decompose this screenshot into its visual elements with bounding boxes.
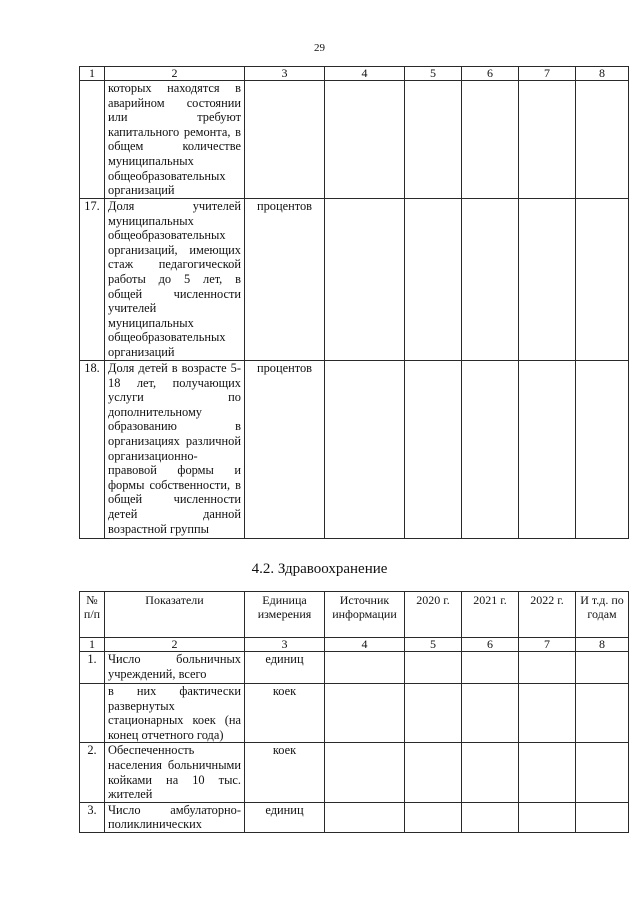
text-line: общеобразовательных bbox=[108, 168, 226, 183]
text-line: формы собственности, в bbox=[108, 477, 241, 492]
empty-cell bbox=[405, 361, 462, 539]
empty-cell bbox=[462, 802, 519, 832]
text-line: общеобразовательных bbox=[108, 330, 226, 345]
header-year-2020: 2020 г. bbox=[405, 592, 462, 638]
text-line: организаций, имеющих bbox=[108, 242, 241, 257]
column-number-row bbox=[80, 67, 629, 81]
empty-cell bbox=[576, 81, 629, 199]
row-number bbox=[80, 684, 105, 743]
text-line: населения больничными bbox=[108, 757, 241, 772]
row-number: 17. bbox=[80, 199, 105, 361]
text-line: муниципальных bbox=[108, 315, 194, 330]
empty-cell bbox=[325, 684, 405, 743]
col-number: 8 bbox=[576, 638, 629, 652]
col-number: 2 bbox=[105, 67, 245, 81]
unit-cell: коек bbox=[245, 743, 325, 802]
row-number: 3. bbox=[80, 802, 105, 832]
text-line: дополнительному bbox=[108, 404, 202, 419]
text-line: общей численности bbox=[108, 492, 241, 507]
empty-cell bbox=[325, 743, 405, 802]
text-line: Обеспеченность bbox=[108, 743, 195, 758]
indicator-text bbox=[105, 652, 245, 684]
empty-cell bbox=[462, 652, 519, 684]
text-line: или требуют bbox=[108, 110, 241, 125]
row-number: 18. bbox=[80, 361, 105, 539]
text-line: общей численности bbox=[108, 286, 241, 301]
empty-cell bbox=[519, 652, 576, 684]
text-line: образованию в bbox=[108, 419, 241, 434]
indicator-text bbox=[105, 361, 245, 539]
text-line: организаций bbox=[108, 183, 175, 198]
empty-cell bbox=[576, 684, 629, 743]
empty-cell bbox=[462, 684, 519, 743]
unit-cell: процентов bbox=[245, 199, 325, 361]
header-indicators: Показатели bbox=[105, 592, 245, 638]
empty-cell bbox=[519, 802, 576, 832]
text-line: возрастной группы bbox=[108, 521, 209, 536]
empty-cell bbox=[325, 81, 405, 199]
text-line: общеобразовательных bbox=[108, 228, 226, 243]
text-line: организационно- bbox=[108, 448, 198, 463]
text-line: Доля учителей bbox=[108, 199, 241, 213]
text-line: детей данной bbox=[108, 506, 241, 521]
table-row bbox=[80, 743, 629, 802]
col-number: 6 bbox=[462, 67, 519, 81]
header-source: Источник информации bbox=[325, 592, 405, 638]
unit-cell: единиц bbox=[245, 652, 325, 684]
text-line: стационарных коек (на bbox=[108, 713, 241, 728]
col-number: 3 bbox=[245, 67, 325, 81]
empty-cell bbox=[405, 802, 462, 832]
empty-cell bbox=[325, 652, 405, 684]
text-line: учителей bbox=[108, 301, 157, 316]
text-line: муниципальных bbox=[108, 153, 194, 168]
header-etc: И т.д. по годам bbox=[576, 592, 629, 638]
text-line: в них фактически bbox=[108, 684, 241, 698]
text-line: конец отчетного года) bbox=[108, 727, 224, 742]
col-number: 7 bbox=[519, 638, 576, 652]
section-title: 4.2. Здравоохранение bbox=[251, 561, 388, 577]
empty-cell bbox=[405, 81, 462, 199]
unit-cell: процентов bbox=[245, 361, 325, 539]
indicator-text bbox=[105, 743, 245, 802]
empty-cell bbox=[325, 361, 405, 539]
empty-cell bbox=[405, 743, 462, 802]
header-year-2021: 2021 г. bbox=[462, 592, 519, 638]
col-number: 8 bbox=[576, 67, 629, 81]
empty-cell bbox=[325, 802, 405, 832]
indicator-text bbox=[105, 684, 245, 743]
text-line: стаж педагогической bbox=[108, 257, 241, 272]
col-number: 4 bbox=[325, 67, 405, 81]
text-line: муниципальных bbox=[108, 213, 194, 228]
header-year-2022: 2022 г. bbox=[519, 592, 576, 638]
col-number: 6 bbox=[462, 638, 519, 652]
healthcare-indicators-table bbox=[79, 591, 629, 833]
empty-cell bbox=[519, 743, 576, 802]
text-line: организациях различной bbox=[108, 433, 241, 448]
col-number: 4 bbox=[325, 638, 405, 652]
empty-cell bbox=[462, 361, 519, 539]
empty-cell bbox=[405, 684, 462, 743]
text-line: аварийном состоянии bbox=[108, 95, 241, 110]
page-number: 29 bbox=[314, 42, 325, 54]
col-number: 7 bbox=[519, 67, 576, 81]
empty-cell bbox=[576, 652, 629, 684]
empty-cell bbox=[405, 199, 462, 361]
text-line: поликлинических bbox=[108, 817, 202, 832]
empty-cell bbox=[519, 81, 576, 199]
text-line: правовой формы и bbox=[108, 463, 241, 478]
empty-cell bbox=[405, 652, 462, 684]
table-row bbox=[80, 684, 629, 743]
text-line: Число амбулаторно- bbox=[108, 802, 241, 817]
text-line: капитального ремонта, в bbox=[108, 124, 241, 139]
text-line: услуги по bbox=[108, 390, 241, 405]
table-row bbox=[80, 199, 629, 361]
text-line: учреждений, всего bbox=[108, 666, 207, 681]
table-row bbox=[80, 361, 629, 539]
row-number bbox=[80, 81, 105, 199]
empty-cell bbox=[519, 199, 576, 361]
empty-cell bbox=[462, 81, 519, 199]
empty-cell bbox=[462, 743, 519, 802]
col-number: 5 bbox=[405, 67, 462, 81]
table-row bbox=[80, 652, 629, 684]
col-number: 1 bbox=[80, 638, 105, 652]
indicator-text bbox=[105, 802, 245, 832]
empty-cell bbox=[462, 199, 519, 361]
empty-cell bbox=[576, 361, 629, 539]
text-line: работы до 5 лет, в bbox=[108, 271, 241, 286]
indicator-text bbox=[105, 81, 245, 199]
row-number: 1. bbox=[80, 652, 105, 684]
text-line: койками на 10 тыс. bbox=[108, 772, 241, 787]
education-indicators-table bbox=[79, 66, 629, 539]
empty-cell bbox=[576, 802, 629, 832]
empty-cell bbox=[576, 199, 629, 361]
col-number: 3 bbox=[245, 638, 325, 652]
text-line: 18 лет, получающих bbox=[108, 375, 241, 390]
empty-cell bbox=[576, 743, 629, 802]
text-line: организаций bbox=[108, 344, 175, 359]
text-line: которых находятся в bbox=[108, 81, 241, 95]
empty-cell bbox=[325, 199, 405, 361]
column-number-row bbox=[80, 638, 629, 652]
table-row bbox=[80, 802, 629, 832]
indicator-text bbox=[105, 199, 245, 361]
col-number: 5 bbox=[405, 638, 462, 652]
table-row bbox=[80, 81, 629, 199]
empty-cell bbox=[519, 361, 576, 539]
row-number: 2. bbox=[80, 743, 105, 802]
unit-cell bbox=[245, 81, 325, 199]
empty-cell bbox=[519, 684, 576, 743]
header-row bbox=[80, 592, 629, 638]
header-unit: Единица измерения bbox=[245, 592, 325, 638]
text-line: развернутых bbox=[108, 698, 175, 713]
text-line: Число больничных bbox=[108, 652, 241, 666]
unit-cell: единиц bbox=[245, 802, 325, 832]
col-number: 2 bbox=[105, 638, 245, 652]
text-line: жителей bbox=[108, 787, 153, 802]
unit-cell: коек bbox=[245, 684, 325, 743]
col-number: 1 bbox=[80, 67, 105, 81]
header-num: № п/п bbox=[80, 592, 105, 638]
text-line: Доля детей в возрасте 5- bbox=[108, 361, 241, 375]
text-line: общем количестве bbox=[108, 139, 241, 154]
